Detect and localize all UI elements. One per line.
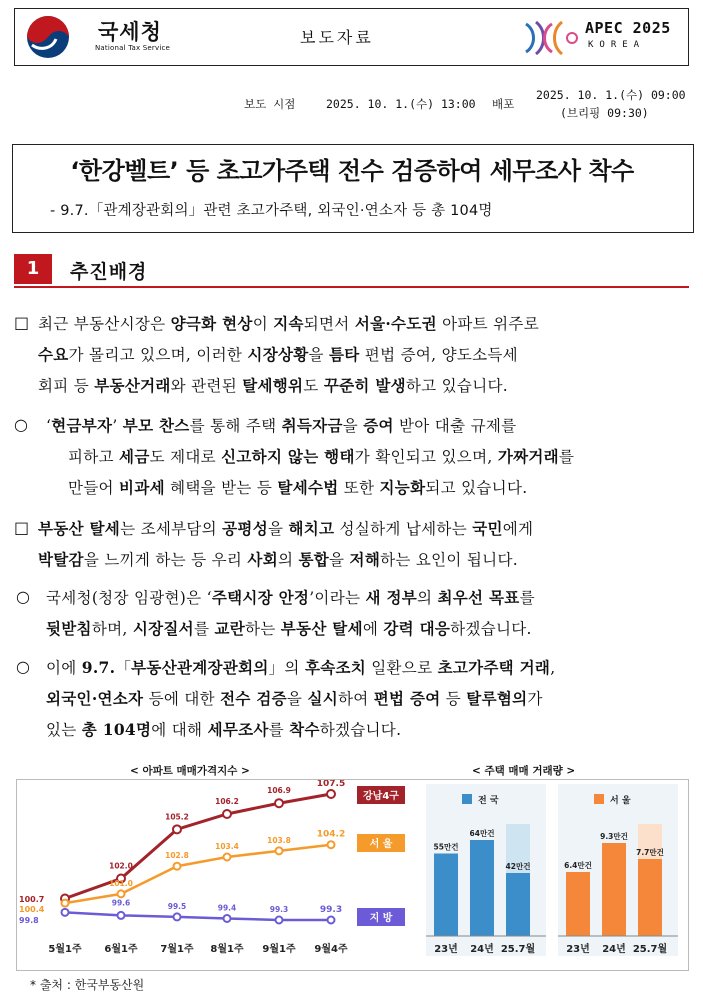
x-tick-label: 5월1주 xyxy=(48,944,82,955)
legend-label: 전 국 xyxy=(478,796,499,806)
x-tick-label: 24년 xyxy=(602,944,626,955)
x-tick-label: 25.7월 xyxy=(632,944,668,955)
paragraph-line: 회피 등 부동산거래와 관련된 탈세행위도 꾸준히 발생하고 있습니다. xyxy=(38,376,508,395)
bar xyxy=(566,872,590,936)
section-number: 1 xyxy=(14,254,52,284)
bar xyxy=(638,859,662,936)
bar-value-label: 9.3만건 xyxy=(600,832,628,841)
data-point xyxy=(118,890,125,897)
agency-subtitle: National Tax Service xyxy=(95,44,171,52)
data-label: 106.2 xyxy=(215,796,239,806)
data-point xyxy=(118,912,125,919)
chart-caption-volume: < 주택 매매 거래량 > xyxy=(472,765,576,777)
data-label: 103.8 xyxy=(267,835,291,845)
data-point xyxy=(224,854,231,861)
data-point xyxy=(224,915,231,922)
bar xyxy=(434,854,458,937)
data-label: 99.5 xyxy=(167,901,187,911)
x-tick-label: 9월4주 xyxy=(314,944,348,955)
bar xyxy=(470,840,494,936)
data-label: 104.2 xyxy=(316,829,346,840)
bar-value-label: 55만건 xyxy=(433,842,459,852)
page-title: ‘한강벨트’ 등 초고가주택 전수 검증하여 세무조사 착수 xyxy=(70,157,634,185)
document-type: 보도자료 xyxy=(300,28,374,47)
data-point xyxy=(327,790,335,798)
distribution-label: 배포 xyxy=(492,97,515,111)
data-label: 99.3 xyxy=(269,905,289,914)
apec-subtitle: KOREA xyxy=(588,40,646,50)
data-point xyxy=(173,825,181,833)
paragraph-line: 피하고 세금도 제대로 신고하지 않는 행태가 확인되고 있으며, 가짜거래를 xyxy=(68,447,575,466)
series-line-0 xyxy=(65,794,331,898)
section-divider xyxy=(14,286,689,288)
legend-label: 강남4구 xyxy=(363,791,399,802)
paragraph-bullet: ○ xyxy=(14,415,28,434)
bar xyxy=(602,843,626,936)
paragraph-line: 이에 9.7.「부동산관계장관회의」의 후속조치 일환으로 초고가주택 거래, xyxy=(46,658,556,677)
legend-label: 서 울 xyxy=(610,796,631,806)
data-point xyxy=(328,917,335,924)
paragraph-line: ‘현금부자’ 부모 찬스를 통해 주택 취득자금을 증여 받아 대출 규제를 xyxy=(46,416,517,435)
release-time: 2025. 10. 1.(수) 13:00 xyxy=(326,97,476,111)
release-label: 보도 시점 xyxy=(244,97,296,111)
data-point xyxy=(275,799,283,807)
paragraph-line: 외국인·연소자 등에 대한 전수 검증을 실시하여 편법 증여 등 탈루혐의가 xyxy=(46,689,543,708)
page-subtitle: - 9.7.「관계장관회의」관련 초고가주택, 외국인·연소자 등 총 104명 xyxy=(50,203,493,219)
data-label: 103.4 xyxy=(215,842,239,851)
bar-value-label: 7.7만건 xyxy=(636,848,664,857)
paragraph-line: 만들어 비과세 혜택을 받는 등 탈세수법 또한 지능화되고 있습니다. xyxy=(68,478,528,497)
legend-swatch xyxy=(594,794,604,804)
legend-swatch xyxy=(462,794,472,804)
bar-value-label: 64만건 xyxy=(469,829,495,838)
legend-label: 서 울 xyxy=(369,839,393,850)
series-line-2 xyxy=(65,912,331,920)
bar xyxy=(506,873,530,936)
data-point xyxy=(174,863,181,870)
data-label: 107.5 xyxy=(316,780,346,789)
paragraph-line: 뒷받침하며, 시장질서를 교란하는 부동산 탈세에 강력 대응하겠습니다. xyxy=(46,619,532,638)
paragraph-line: 최근 부동산시장은 양극화 현상이 지속되면서 서울·수도권 아파트 위주로 xyxy=(38,314,539,333)
data-label: 99.3 xyxy=(319,905,343,915)
briefing-time: (브리핑 09:30) xyxy=(560,106,649,120)
x-tick-label: 24년 xyxy=(470,944,494,955)
paragraph-bullet: ○ xyxy=(16,657,30,676)
source-note: * 출처 : 한국부동산원 xyxy=(30,978,145,992)
data-label: 99.8 xyxy=(19,916,39,925)
x-tick-label: 23년 xyxy=(434,944,458,955)
data-label: 105.2 xyxy=(165,812,189,822)
data-label: 100.4 xyxy=(19,905,45,914)
data-label: 99.4 xyxy=(217,903,237,913)
paragraph-line: 있는 총 104명에 대해 세무조사를 착수하겠습니다. xyxy=(46,720,402,739)
data-label: 100.7 xyxy=(19,895,45,904)
data-point xyxy=(223,810,231,818)
data-label: 102.0 xyxy=(109,861,133,871)
paragraph-bullet: □ xyxy=(14,313,30,332)
bar-value-label: 6.4만건 xyxy=(564,861,592,870)
paragraph-bullet: ○ xyxy=(16,587,30,606)
paragraph-bullet: □ xyxy=(14,518,30,537)
paragraph-line: 박탈감을 느끼게 하는 등 우리 사회의 통합을 저해하는 요인이 됩니다. xyxy=(38,550,518,569)
distribution-time: 2025. 10. 1.(수) 09:00 xyxy=(536,88,686,102)
apec-logo-icon xyxy=(522,16,582,60)
x-tick-label: 25.7월 xyxy=(500,944,536,955)
paragraph-line: 수요가 몰리고 있으며, 이러한 시장상황을 틈타 편법 증여, 양도소득세 xyxy=(38,345,518,364)
x-tick-label: 7월1주 xyxy=(160,944,194,955)
x-tick-label: 6월1주 xyxy=(104,944,138,955)
data-point xyxy=(174,913,181,920)
data-point xyxy=(62,900,69,907)
nts-logo-icon xyxy=(26,15,70,59)
data-point xyxy=(276,917,283,924)
paragraph-line: 국세청(청장 임광현)은 ‘주택시장 안정’이라는 새 정부의 최우선 목표를 xyxy=(46,588,535,607)
series-line-1 xyxy=(65,845,331,903)
x-tick-label: 8월1주 xyxy=(210,944,244,955)
line-chart-price-index xyxy=(17,780,417,968)
data-point xyxy=(328,841,335,848)
data-point xyxy=(62,909,69,916)
data-point xyxy=(276,847,283,854)
section-title: 추진배경 xyxy=(70,261,148,283)
paragraph-line: 부동산 탈세는 조세부담의 공평성을 해치고 성실하게 납세하는 국민에게 xyxy=(38,519,534,538)
legend-label: 지 방 xyxy=(369,913,393,924)
apec-title: APEC 2025 xyxy=(585,19,671,37)
bar-chart-volume xyxy=(418,780,686,968)
data-label: 102.8 xyxy=(165,851,189,861)
x-tick-label: 23년 xyxy=(566,944,590,955)
data-label: 106.9 xyxy=(267,786,291,796)
x-tick-label: 9월1주 xyxy=(262,944,296,955)
data-label: 101.0 xyxy=(109,878,133,888)
data-label: 99.6 xyxy=(111,898,131,908)
chart-caption-price-index: < 아파트 매매가격지수 > xyxy=(130,765,250,777)
bar-value-label: 42만건 xyxy=(505,862,531,871)
agency-name: 국세청 xyxy=(98,20,162,44)
